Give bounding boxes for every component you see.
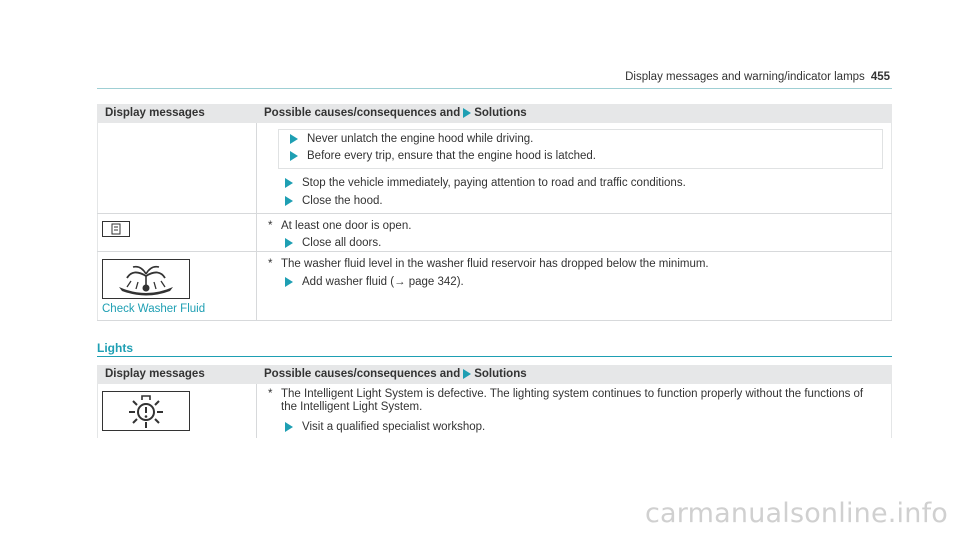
play-arrow-icon [285,178,293,188]
col-causes-header-text: Possible causes/consequences and [264,107,461,119]
table-row [97,252,892,321]
solution-step [285,237,381,249]
col-causes-header [264,368,527,380]
lights-display-messages-table [97,365,892,438]
col-causes-header [264,107,527,119]
note-box [278,129,883,169]
col-causes-header-suffix: Solutions [474,368,527,380]
play-arrow-icon [285,422,293,432]
cause-text: At least one door is open. [281,220,412,232]
step-text: Close all doors. [302,237,382,249]
watermark: carmanualsonline.info [645,498,948,529]
intelligent-light-system-icon [102,391,190,431]
solution-step [285,177,686,189]
cause-marker: * [268,220,273,232]
table-header [97,365,892,384]
cause-marker: * [268,388,273,400]
step-text: Add washer fluid (→ page 342). [302,276,464,288]
display-messages-table [97,104,892,321]
solution-step [285,276,464,288]
play-arrow-icon [285,238,293,248]
play-arrow-icon [463,369,471,379]
play-arrow-icon [285,277,293,287]
note-text: Before every trip, ensure that the engine hood is latched. [307,150,596,162]
step-text: Visit a qualified specialist workshop. [302,421,486,433]
section-title-lights: Lights [97,341,133,355]
table-row [97,214,892,252]
col-display-messages-header: Display messages [105,107,205,119]
note-text: Never unlatch the engine hood while driving. [307,133,534,145]
col-display-messages-header: Display messages [105,368,205,380]
section-rule [97,356,892,357]
cause-text: the Intelligent Light System. [281,401,423,413]
cause-text: The Intelligent Light System is defective. The lighting system continues to function properly without the functions of [281,388,864,400]
running-head-title: Display messages and warning/indicator lamps [625,71,865,83]
washer-fluid-icon [102,259,190,299]
check-washer-fluid-label: Check Washer Fluid [102,303,206,315]
page-number: 455 [870,71,890,83]
col-causes-header-suffix: Solutions [474,107,527,119]
play-arrow-icon [285,196,293,206]
table-header [97,104,892,123]
solution-step [285,195,383,207]
cause-marker: * [268,258,273,270]
col-causes-header-text: Possible causes/consequences and [264,368,461,380]
running-head [625,71,890,83]
play-arrow-icon [290,151,298,161]
play-arrow-icon [463,108,471,118]
note-item [290,150,596,162]
table-row [97,123,892,214]
table-row [97,384,892,438]
step-text: Stop the vehicle immediately, paying attention to road and traffic conditions. [302,177,686,189]
header-rule [97,88,892,89]
play-arrow-icon [290,134,298,144]
cause-text: The washer fluid level in the washer fluid reservoir has dropped below the minimum. [281,258,709,270]
solution-step [285,421,485,433]
door-open-icon [102,221,130,237]
note-item [290,133,533,145]
step-text: Close the hood. [302,195,383,207]
